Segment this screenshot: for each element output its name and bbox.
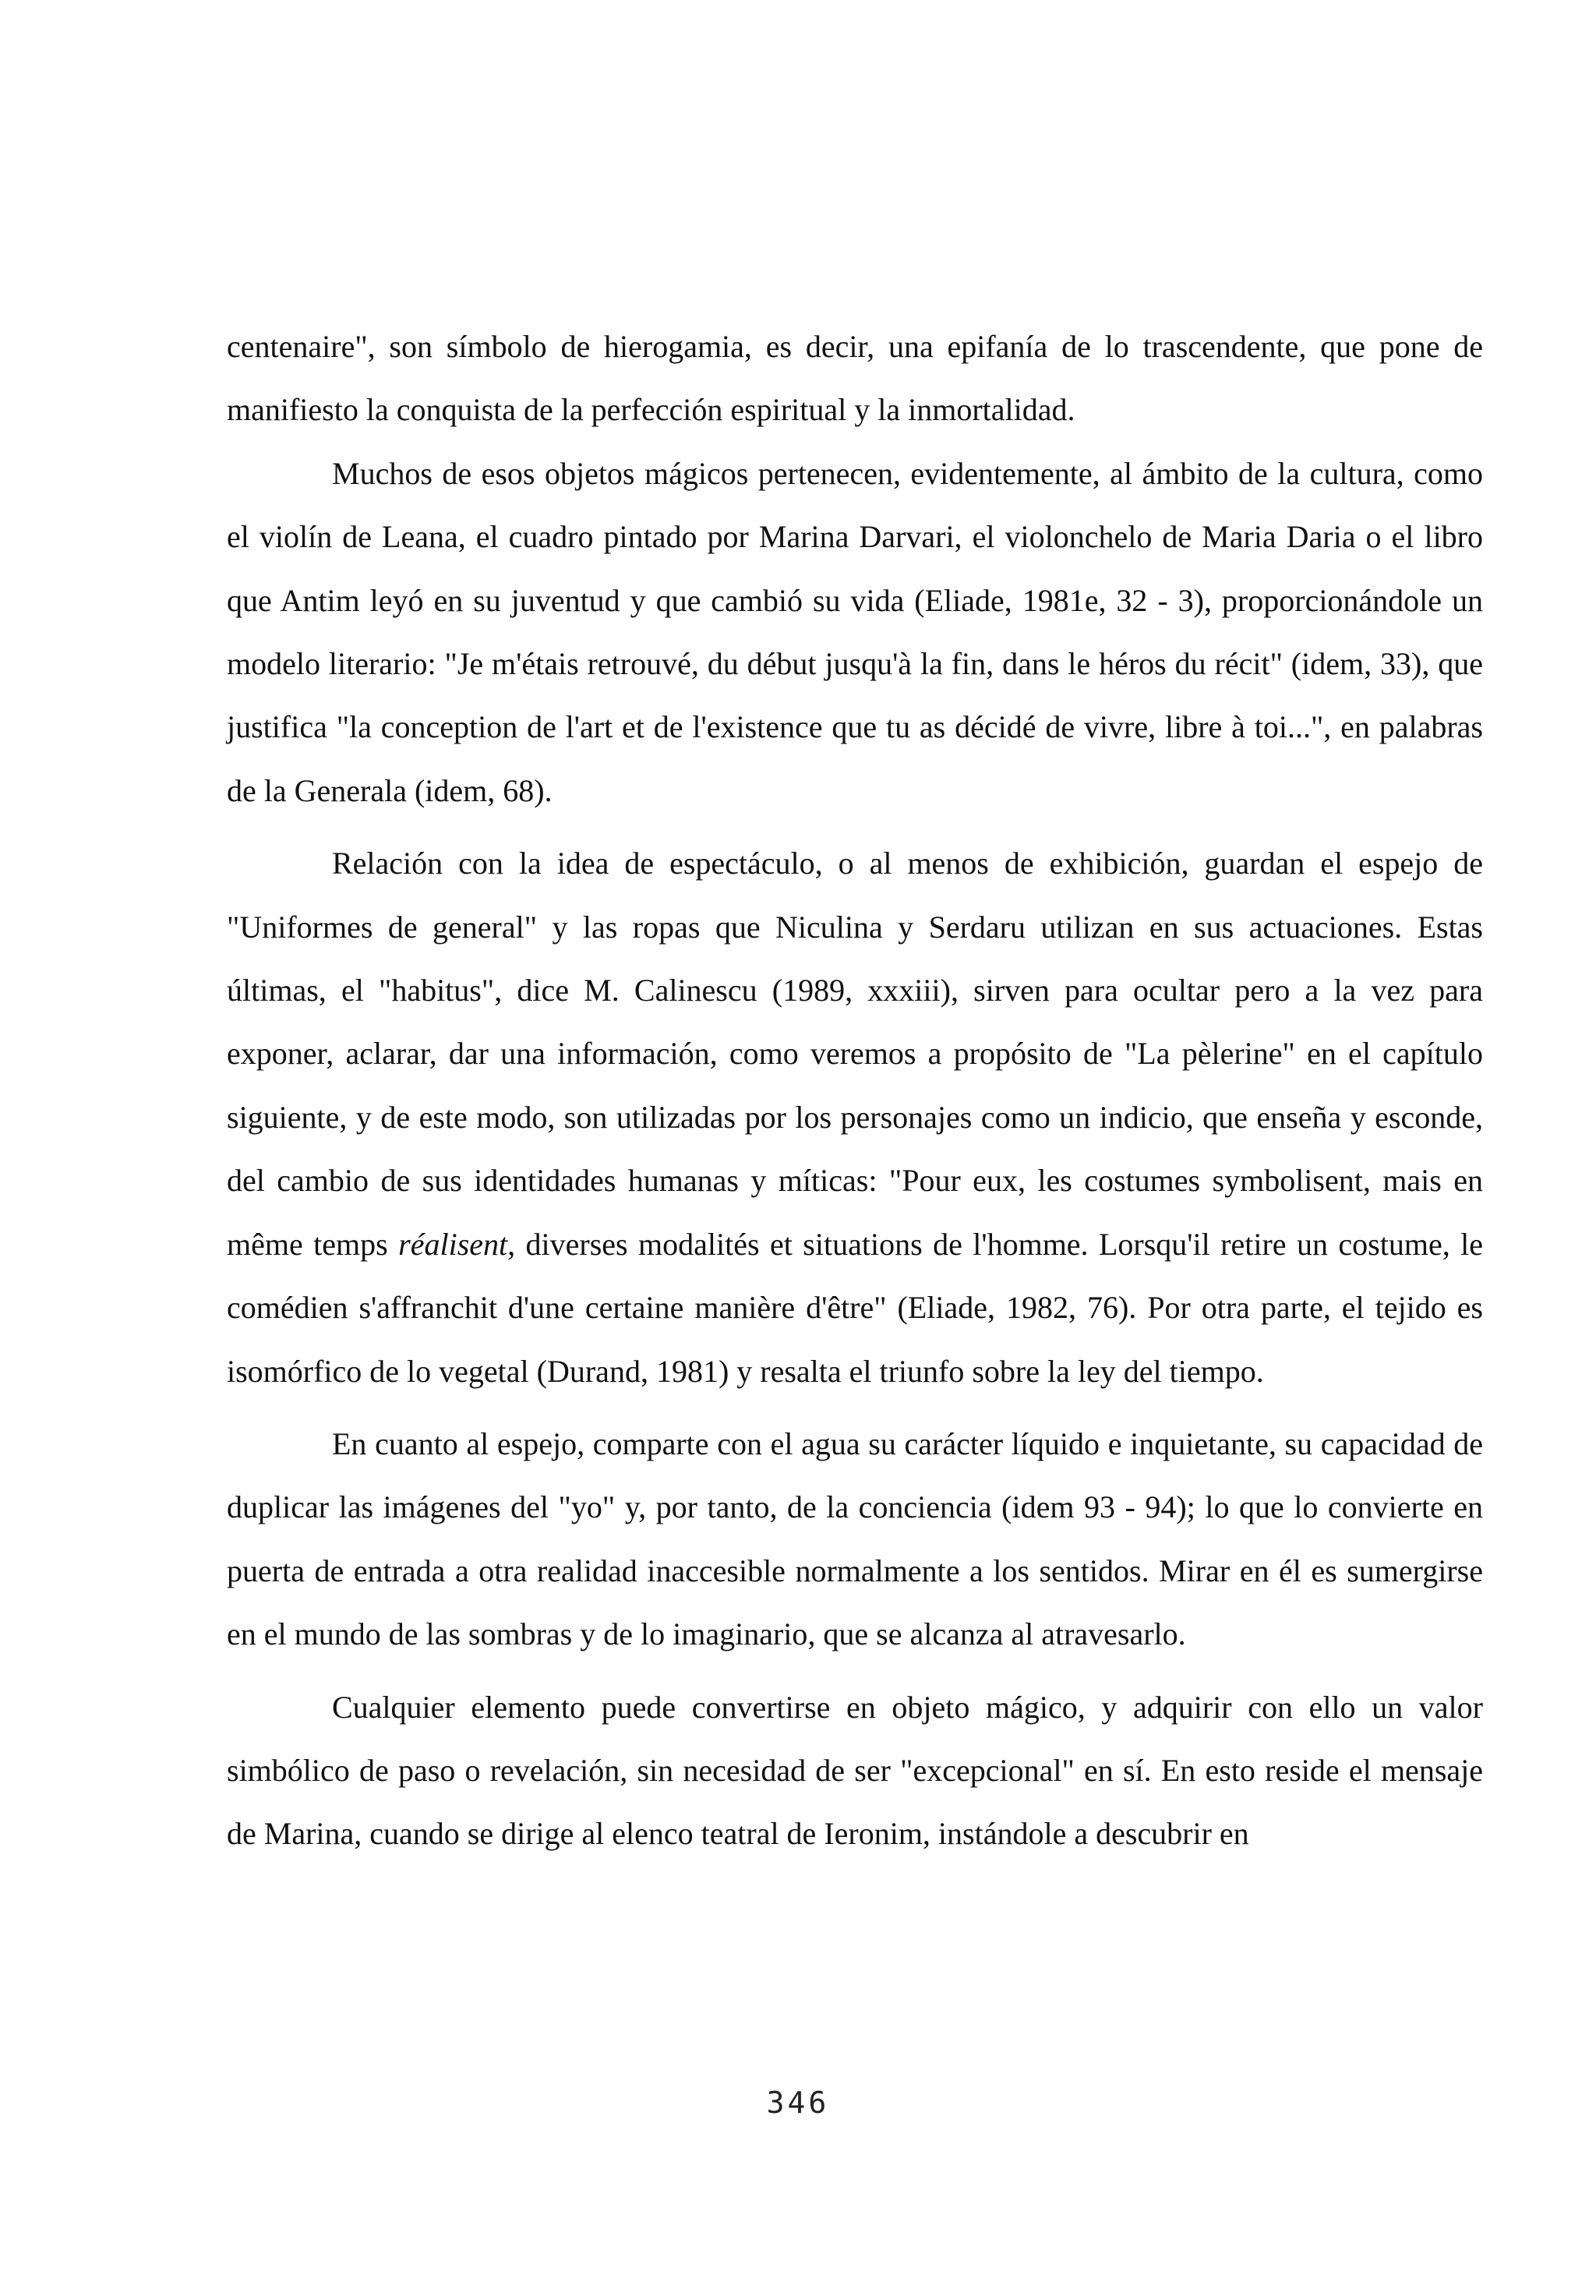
paragraph-3-text-after: , diverses modalités et situations de l'homme. Lorsqu'il retire un costume, le comédien s'affranchit d'une certaine manière d'être" (Eliade, 1982, 76). Por otra parte, el tejido es isomórfico de lo vegetal (Durand, 1981) y resalta el triunfo sobre la ley del tiempo. <box>227 1226 1483 1389</box>
paragraph-3-text-before: Relación con la idea de espectáculo, o al menos de exhibición, guardan el espejo de "Uniformes de general" y las ropas que Niculina y Serdaru utilizan en sus actuaciones. Estas últimas, el "habitus", dice M. Calinescu (1989, xxxiii), sirven para ocultar pero a la vez para exponer, aclarar, dar una información, como veremos a propósito de "La pèlerine" en el capítulo siguiente, y de este modo, son utilizadas por los personajes como un indicio, que enseña y esconde, del cambio de sus identidades humanas y míticas: "Pour eux, les costumes symbolisent, mais en même temps <box>227 846 1483 1262</box>
paragraph-2: Muchos de esos objetos mágicos pertenecen, evidentemente, al ámbito de la cultura, como el violín de Leana, el cuadro pintado por Marina Darvari, el violonchelo de Maria Daria o el libro que Antim leyó en su juventud y que cambió su vida (Eliade, 1981e, 32 - 3), proporcionándole un modelo literario: "Je m'étais retrouvé, du début jusqu'à la fin, dans le héros du récit" (idem, 33), que justifica "la conception de l'art et de l'existence que tu as décidé de vivre, libre à toi...", en palabras de la Generala (idem, 68). <box>227 455 1483 808</box>
body-text <box>227 315 1483 1866</box>
paragraph-1: centenaire", son símbolo de hierogamia, es decir, una epifanía de lo trascendente, que pone de manifiesto la conquista de la perfección espiritual y la inmortalidad. <box>227 329 1483 428</box>
paragraph-5: Cualquier elemento puede convertirse en objeto mágico, y adquirir con ello un valor simbólico de paso o revelación, sin necesidad de ser "excepcional" en sí. En esto reside el mensaje de Marina, cuando se dirige al elenco teatral de Ieronim, instándole a descubrir en <box>227 1689 1483 1852</box>
page-number: 346 <box>766 2086 830 2120</box>
paragraph-3-emphasis: réalisent <box>398 1226 508 1262</box>
paragraph-3 <box>227 832 1483 1403</box>
paragraph-4: En cuanto al espejo, comparte con el agua su carácter líquido e inquietante, su capacidad de duplicar las imágenes del "yo" y, por tanto, de la conciencia (idem 93 - 94); lo que lo convierte en puerta de entrada a otra realidad inaccesible normalmente a los sentidos. Mirar en él es sumergirse en el mundo de las sombras y de lo imaginario, que se alcanza al atravesarlo. <box>227 1425 1483 1652</box>
